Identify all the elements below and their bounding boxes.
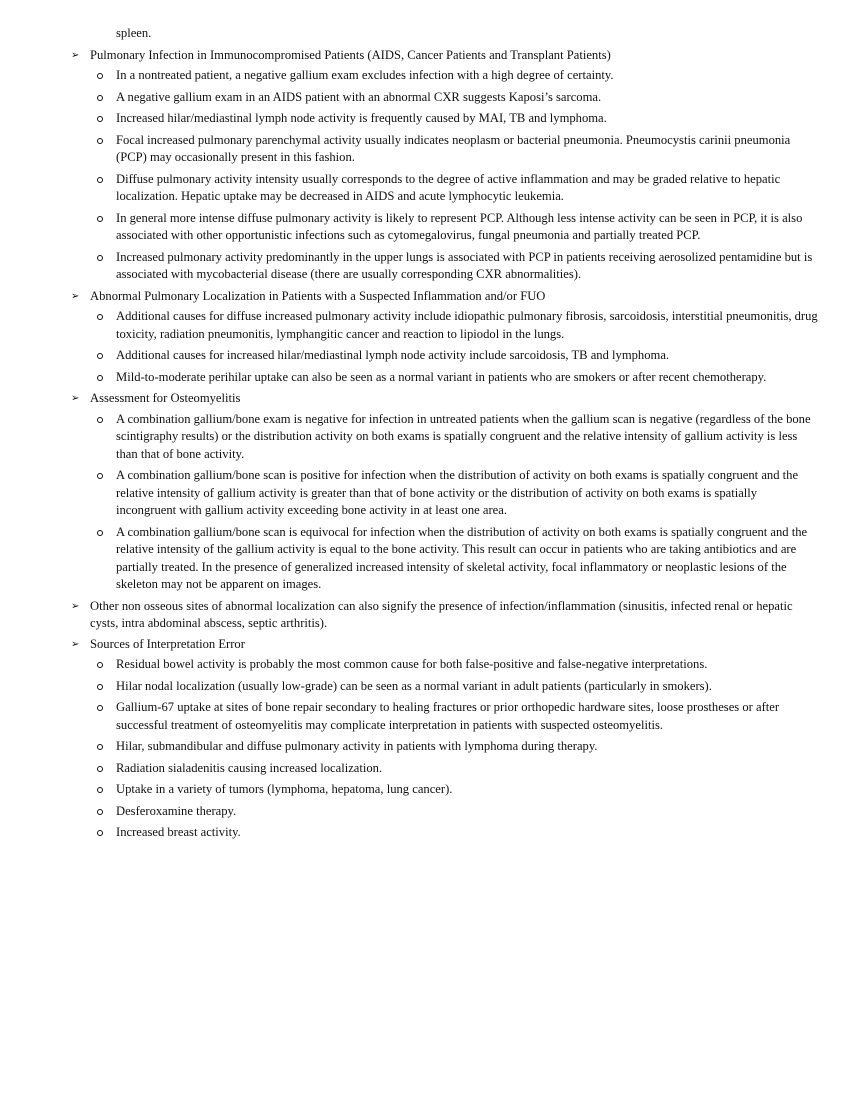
list-item-text: Hilar nodal localization (usually low-grade) can be seen as a normal variant in adult patients (particularly in smokers). <box>116 678 712 693</box>
list-item-text: Increased breast activity. <box>116 825 241 839</box>
list-item-text: Additional causes for diffuse increased pulmonary activity include idiopathic pulmonary fibrosis, sarcoidosis, interstitial pneumonitis, drug toxicity, radiation pneumonitis, lymphangitic cancer and reaction to lipiodol in the lungs. <box>116 309 818 341</box>
circle-bullet-icon <box>97 705 103 711</box>
list-item <box>70 210 820 245</box>
arrow-bullet-icon: ➢ <box>71 600 80 612</box>
arrow-bullet-icon: ➢ <box>71 290 80 302</box>
list-item <box>70 249 820 284</box>
list-item <box>70 132 820 167</box>
list-item <box>70 524 820 594</box>
list-item-text: Mild-to-moderate perihilar uptake can also be seen as a normal variant in patients who are smokers or after recent chemotherapy. <box>116 369 767 384</box>
list-item-text: In a nontreated patient, a negative gallium exam excludes infection with a high degree of certainty. <box>116 68 614 82</box>
list-item-text: Uptake in a variety of tumors (lymphoma, hepatoma, lung cancer). <box>116 782 453 796</box>
circle-bullet-icon <box>97 684 103 690</box>
section-heading <box>70 598 820 633</box>
list-item-text: Radiation sialadenitis causing increased localization. <box>116 760 383 775</box>
circle-bullet-icon <box>97 375 103 381</box>
list-item-text: Gallium-67 uptake at sites of bone repair secondary to healing fractures or prior orthopedic hardware sites, loose prostheses or after successful treatment of osteomyelitis may complicate interpretation in patients with suspected osteomyelitis. <box>116 700 780 732</box>
section-heading <box>70 390 820 408</box>
circle-bullet-icon <box>97 744 103 750</box>
list-item <box>70 347 820 365</box>
bullet-list <box>70 656 820 842</box>
list-item-text: In general more intense diffuse pulmonary activity is likely to represent PCP. Although less intense activity can be seen in PCP, it is also associated with other opportunistic infections such as cytomegalovirus, fungal pneumonia and partially treated PCP. <box>116 210 803 242</box>
list-item <box>70 656 820 674</box>
circle-bullet-icon <box>97 766 103 772</box>
section-heading-text: Assessment for Osteomyelitis <box>90 391 241 405</box>
continuation-text: spleen. <box>116 26 152 40</box>
list-item-text: Focal increased pulmonary parenchymal activity usually indicates neoplasm or bacterial pneumonia. Pneumocystis carinii pneumonia (PCP) may occasionally present in this fashion. <box>116 132 791 164</box>
list-item <box>70 803 820 821</box>
section-heading-text: Abnormal Pulmonary Localization in Patients with a Suspected Inflammation and/or FUO <box>90 288 546 303</box>
list-item <box>70 369 820 387</box>
list-item-text: Diffuse pulmonary activity intensity usually corresponds to the degree of active inflammation and may be graded relative to hepatic localization. Hepatic uptake may be decreased in AIDS and acute lymphocytic leukemia. <box>116 171 781 203</box>
circle-bullet-icon <box>97 255 103 261</box>
circle-bullet-icon <box>97 830 103 836</box>
arrow-bullet-icon: ➢ <box>71 638 80 650</box>
section-heading-text: Other non osseous sites of abnormal localization can also signify the presence of infection/inflammation (sinusitis, infected renal or hepatic cysts, intra abdominal abscess, septic arthritis). <box>90 598 793 630</box>
circle-bullet-icon <box>97 138 103 144</box>
list-item <box>70 781 820 799</box>
list-item <box>70 67 820 85</box>
circle-bullet-icon <box>97 73 103 79</box>
bullet-list <box>70 308 820 386</box>
list-item <box>70 678 820 696</box>
circle-bullet-icon <box>97 216 103 222</box>
section <box>70 390 820 594</box>
circle-bullet-icon <box>97 95 103 101</box>
list-item <box>70 110 820 128</box>
list-item-text: A negative gallium exam in an AIDS patient with an abnormal CXR suggests Kaposi’s sarcoma. <box>116 89 602 104</box>
circle-bullet-icon <box>97 662 103 668</box>
circle-bullet-icon <box>97 417 103 423</box>
list-item <box>70 760 820 778</box>
list-item <box>70 89 820 107</box>
list-item <box>70 467 820 520</box>
list-item-text: A combination gallium/bone scan is equivocal for infection when the distribution of activity on both exams is spatially congruent and the relative intensity of the gallium activity is equal to the bone activity. This result can occur in patients who are taking antibiotics and are partially treated. In the presence of generalized increased intensity of skeletal activity, focal inflammatory or neoplastic lesions of the skeleton may not be apparent on images. <box>116 524 808 591</box>
list-item <box>70 171 820 206</box>
list-item-text: Increased hilar/mediastinal lymph node activity is frequently caused by MAI, TB and lymphoma. <box>116 111 607 125</box>
list-item-text: Increased pulmonary activity predominantly in the upper lungs is associated with PCP in patients receiving aerosolized pentamidine but is associated with mycobacterial disease (there are usually corresponding CXR abnormalities). <box>116 249 813 281</box>
circle-bullet-icon <box>97 116 103 122</box>
list-item-text: Residual bowel activity is probably the most common cause for both false-positive and false-negative interpretations. <box>116 657 708 671</box>
section-heading-text: Pulmonary Infection in Immunocompromised Patients (AIDS, Cancer Patients and Transplant Patients) <box>90 47 611 62</box>
section <box>70 636 820 842</box>
circle-bullet-icon <box>97 177 103 183</box>
section-list <box>70 47 820 842</box>
section <box>70 47 820 284</box>
section-heading <box>70 47 820 65</box>
list-item <box>70 308 820 343</box>
section <box>70 598 820 633</box>
circle-bullet-icon <box>97 473 103 479</box>
list-item-text: Desferoxamine therapy. <box>116 803 237 818</box>
section-heading <box>70 288 820 306</box>
bullet-list <box>70 411 820 594</box>
list-item-text: Hilar, submandibular and diffuse pulmonary activity in patients with lymphoma during therapy. <box>116 739 598 753</box>
circle-bullet-icon <box>97 530 103 536</box>
list-item <box>70 738 820 756</box>
arrow-bullet-icon: ➢ <box>71 49 80 61</box>
list-item-text: A combination gallium/bone scan is positive for infection when the distribution of activity on both exams is spatially congruent and the relative intensity of gallium activity is greater than that of bone activity or the distribution of activity on both exams is spatially incongruent with gallium activity exceeding bone activity in at least one area. <box>116 468 799 517</box>
section-heading-text: Sources of Interpretation Error <box>90 636 245 651</box>
list-item <box>70 411 820 464</box>
section-heading <box>70 636 820 654</box>
list-item-text: A combination gallium/bone exam is negative for infection in untreated patients when the gallium scan is negative (regardless of the bone scintigraphy results) or the distribution activity on both exams is spatially congruent and the relative intensity of gallium activity is less than that of bone activity. <box>116 411 811 461</box>
list-item-text: Additional causes for increased hilar/mediastinal lymph node activity include sarcoidosis, TB and lymphoma. <box>116 348 670 362</box>
circle-bullet-icon <box>97 353 103 359</box>
bullet-list <box>70 67 820 284</box>
document-body <box>70 25 820 846</box>
section <box>70 288 820 387</box>
list-item <box>70 699 820 734</box>
circle-bullet-icon <box>97 787 103 793</box>
list-item <box>70 824 820 842</box>
circle-bullet-icon <box>97 809 103 815</box>
circle-bullet-icon <box>97 314 103 320</box>
arrow-bullet-icon: ➢ <box>71 393 80 404</box>
